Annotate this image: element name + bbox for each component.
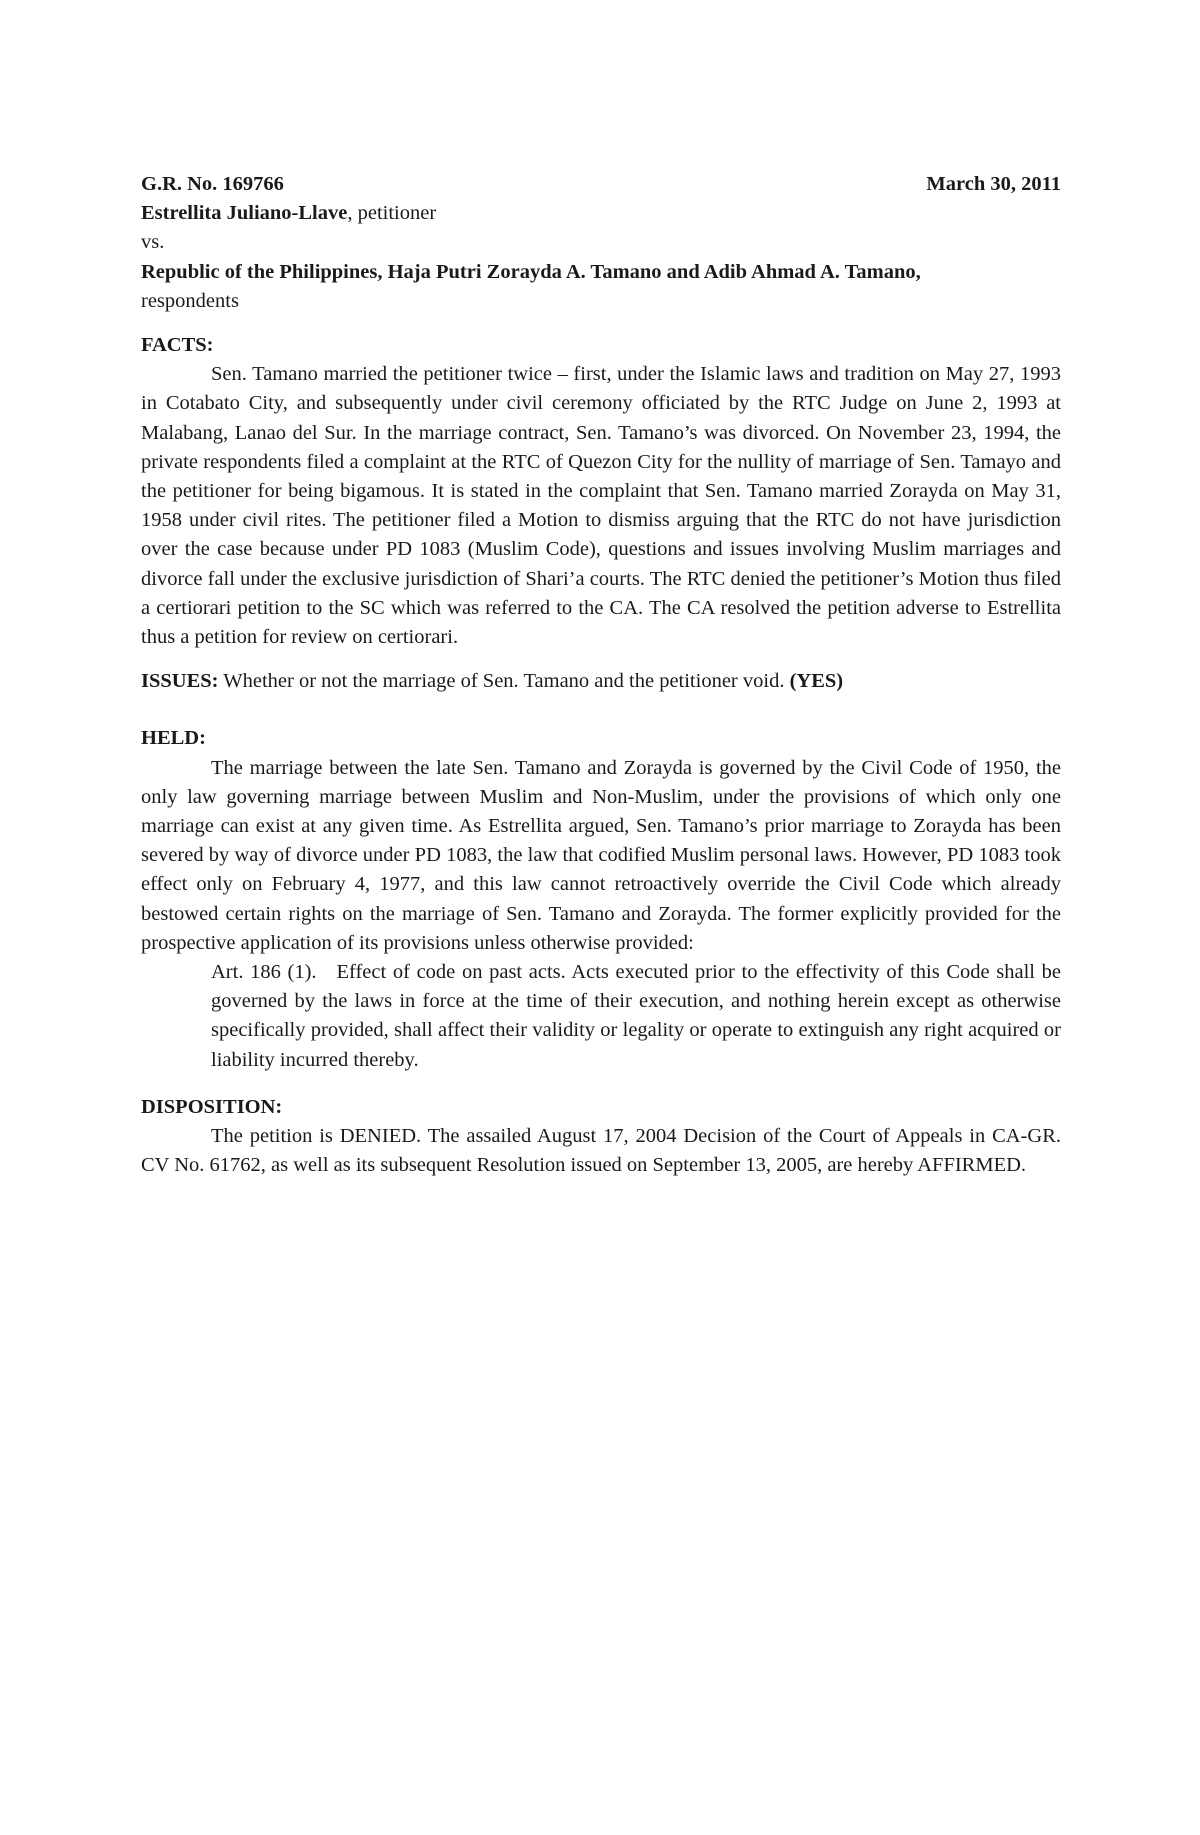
versus-line: vs.	[141, 231, 165, 254]
respondents-role: respondents	[141, 289, 239, 312]
respondents-comma: ,	[915, 260, 921, 283]
disposition-heading: DISPOSITION:	[141, 1095, 283, 1118]
held-heading: HELD:	[141, 727, 206, 750]
respondents-line	[141, 258, 1061, 287]
decision-date: March 30, 2011	[926, 173, 1061, 195]
petitioner-role: , petitioner	[347, 202, 437, 225]
petitioner-name: Estrellita Juliano-Llave	[141, 202, 348, 225]
facts-heading: FACTS:	[141, 334, 214, 357]
issues-text: Whether or not the marriage of Sen. Tamano and the petitioner void.	[218, 670, 790, 693]
disposition-paragraph: The petition is DENIED. The assailed August 17, 2004 Decision of the Court of Appeals in CA-GR. CV No. 61762, as well as its subsequent Resolution issued on September 13, 2005, are hereby AFFIRMED.	[141, 1125, 1061, 1177]
issues-line	[141, 667, 1061, 696]
respondents-names: Republic of the Philippines, Haja Putri Zorayda A. Tamano and Adib Ahmad A. Tamano	[141, 260, 916, 283]
issues-answer: (YES)	[789, 670, 844, 693]
held-paragraph: The marriage between the late Sen. Tamano and Zorayda is governed by the Civil Code of 1950, the only law governing marriage between Muslim and Non-Muslim, under the provisions of which only one marriage can exist at any given time. As Estrellita argued, Sen. Tamano’s prior marriage to Zorayda has been severed by way of divorce under PD 1083, the law that codified Muslim personal laws. However, PD 1083 took effect only on February 4, 1977, and this law cannot retroactively override the Civil Code which already bestowed certain rights on the marriage of Sen. Tamano and Zorayda. The former explicitly provided for the prospective application of its provisions unless otherwise provided:	[141, 756, 1061, 954]
document-page	[141, 170, 1067, 1181]
held-quote: Art. 186 (1). Effect of code on past acts. Acts executed prior to the effectivity of this Code shall be governed by the laws in force at the time of their execution, and nothing herein except as otherwise specifically provided, shall affect their validity or legality or operate to extinguish any right acquired or liability incurred thereby.	[211, 961, 1067, 1071]
issues-heading: ISSUES:	[141, 670, 219, 693]
facts-paragraph: Sen. Tamano married the petitioner twice – first, under the Islamic laws and tradition on May 27, 1993 in Cotabato City, and subsequently under civil ceremony officiated by the RTC Judge on June 2, 1993 at Malabang, Lanao del Sur. In the marriage contract, Sen. Tamano’s was divorced. On November 23, 1994, the private respondents filed a complaint at the RTC of Quezon City for the nullity of marriage of Sen. Tamayo and the petitioner for being bigamous. It is stated in the complaint that Sen. Tamano married Zorayda on May 31, 1958 under civil rites. The petitioner filed a Motion to dismiss arguing that the RTC do not have jurisdiction over the case because under PD 1083 (Muslim Code), questions and issues involving Muslim marriages and divorce fall under the exclusive jurisdiction of Shari’a courts. The RTC denied the petitioner’s Motion thus filed a certiorari petition to the SC which was referred to the CA. The CA resolved the petition adverse to Estrellita thus a petition for review on certiorari.	[141, 363, 1061, 649]
petitioner-line	[141, 199, 1061, 228]
gr-number: G.R. No. 169766	[141, 173, 284, 195]
case-header-row	[141, 170, 1061, 199]
